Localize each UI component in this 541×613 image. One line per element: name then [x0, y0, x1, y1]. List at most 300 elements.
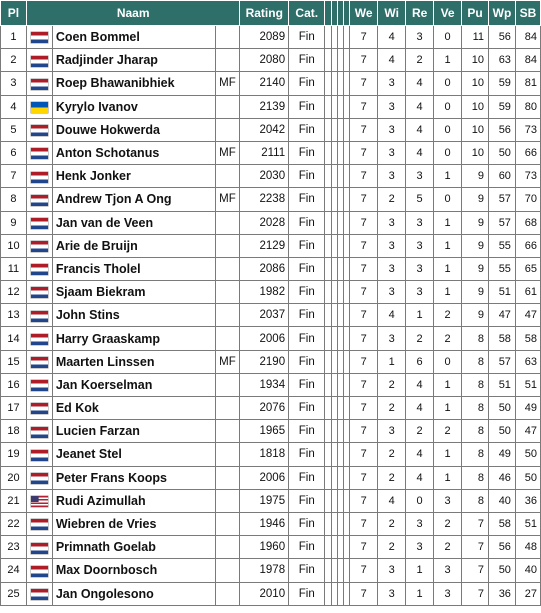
category-cell: Fin: [289, 559, 325, 582]
points-cell: 10: [462, 118, 489, 141]
flag-cell: [26, 536, 52, 559]
category-cell: Fin: [289, 304, 325, 327]
table-row[interactable]: [1, 188, 541, 211]
points-cell: 8: [462, 373, 489, 396]
player-name[interactable]: Primnath Goelab: [52, 536, 215, 559]
place-cell: 7: [1, 165, 27, 188]
wins-cell: 3: [378, 420, 406, 443]
wins-cell: 3: [378, 118, 406, 141]
rating-cell: 1960: [240, 536, 289, 559]
draws-cell: 1: [406, 582, 434, 605]
draws-cell: 4: [406, 95, 434, 118]
rating-cell: 2030: [240, 165, 289, 188]
wins-cell: 2: [378, 188, 406, 211]
draws-cell: 4: [406, 466, 434, 489]
player-name[interactable]: Rudi Azimullah: [52, 489, 215, 512]
losses-cell: 1: [434, 234, 462, 257]
flag-cell: [26, 211, 52, 234]
wins-cell: 3: [378, 559, 406, 582]
rating-cell: 2028: [240, 211, 289, 234]
losses-cell: 0: [434, 141, 462, 164]
points-cell: 7: [462, 536, 489, 559]
player-name[interactable]: Kyrylo Ivanov: [52, 95, 215, 118]
losses-cell: 0: [434, 188, 462, 211]
wp-cell: 58: [489, 512, 516, 535]
wins-cell: 3: [378, 165, 406, 188]
player-title: MF: [215, 188, 240, 211]
player-title: MF: [215, 72, 240, 95]
games-cell: 7: [350, 420, 378, 443]
header-pu[interactable]: Pu: [462, 1, 489, 26]
draws-cell: 2: [406, 327, 434, 350]
player-title: [215, 165, 240, 188]
rating-cell: 1818: [240, 443, 289, 466]
flag-cell: [26, 95, 52, 118]
flag-cell: [26, 582, 52, 605]
losses-cell: 1: [434, 466, 462, 489]
player-title: [215, 95, 240, 118]
rating-cell: 1934: [240, 373, 289, 396]
wins-cell: 3: [378, 141, 406, 164]
flag-cell: [26, 350, 52, 373]
wp-cell: 50: [489, 559, 516, 582]
losses-cell: 0: [434, 118, 462, 141]
flag-cell: [26, 26, 52, 49]
wins-cell: 2: [378, 397, 406, 420]
player-name[interactable]: Max Doornbosch: [52, 559, 215, 582]
games-cell: 7: [350, 327, 378, 350]
player-name[interactable]: Harry Graaskamp: [52, 327, 215, 350]
category-cell: Fin: [289, 257, 325, 280]
player-title: [215, 49, 240, 72]
player-title: [215, 373, 240, 396]
points-cell: 9: [462, 188, 489, 211]
sb-cell: 50: [515, 466, 540, 489]
games-cell: 7: [350, 489, 378, 512]
flag-cell: [26, 304, 52, 327]
flag-cell: [26, 49, 52, 72]
wins-cell: 2: [378, 373, 406, 396]
points-cell: 8: [462, 327, 489, 350]
table-row[interactable]: [1, 257, 541, 280]
wins-cell: 2: [378, 512, 406, 535]
draws-cell: 0: [406, 489, 434, 512]
player-name[interactable]: Jan van de Veen: [52, 211, 215, 234]
flag-nl-icon: [31, 32, 48, 43]
points-cell: 7: [462, 559, 489, 582]
rating-cell: 2080: [240, 49, 289, 72]
wins-cell: 3: [378, 281, 406, 304]
table-row[interactable]: [1, 466, 541, 489]
wp-cell: 56: [489, 26, 516, 49]
category-cell: Fin: [289, 234, 325, 257]
header-rating[interactable]: Rating: [240, 1, 289, 26]
sb-cell: 66: [515, 234, 540, 257]
table-row[interactable]: [1, 95, 541, 118]
category-cell: Fin: [289, 327, 325, 350]
points-cell: 9: [462, 234, 489, 257]
flag-cell: [26, 373, 52, 396]
points-cell: 7: [462, 512, 489, 535]
losses-cell: 3: [434, 489, 462, 512]
wins-cell: 2: [378, 466, 406, 489]
losses-cell: 2: [434, 512, 462, 535]
place-cell: 22: [1, 512, 27, 535]
category-cell: Fin: [289, 165, 325, 188]
player-title: [215, 304, 240, 327]
losses-cell: 1: [434, 373, 462, 396]
games-cell: 7: [350, 536, 378, 559]
table-row[interactable]: [1, 304, 541, 327]
losses-cell: 0: [434, 95, 462, 118]
table-row[interactable]: [1, 281, 541, 304]
losses-cell: 3: [434, 582, 462, 605]
player-title: [215, 420, 240, 443]
table-row[interactable]: [1, 536, 541, 559]
rating-cell: 1978: [240, 559, 289, 582]
player-name[interactable]: Jan Ongolesono: [52, 582, 215, 605]
place-cell: 6: [1, 141, 27, 164]
games-cell: 7: [350, 281, 378, 304]
player-name[interactable]: Anton Schotanus: [52, 141, 215, 164]
flag-nl-icon: [31, 311, 48, 322]
wp-cell: 57: [489, 211, 516, 234]
wins-cell: 4: [378, 304, 406, 327]
games-cell: 7: [350, 188, 378, 211]
draws-cell: 4: [406, 72, 434, 95]
player-title: [215, 211, 240, 234]
header-wi[interactable]: Wi: [378, 1, 406, 26]
wp-cell: 50: [489, 141, 516, 164]
header-cat[interactable]: Cat.: [289, 1, 325, 26]
player-name[interactable]: Jeanet Stel: [52, 443, 215, 466]
player-title: [215, 118, 240, 141]
place-cell: 19: [1, 443, 27, 466]
rating-cell: 1982: [240, 281, 289, 304]
flag-nl-icon: [31, 380, 48, 391]
sb-cell: 70: [515, 188, 540, 211]
header-wp[interactable]: Wp: [489, 1, 516, 26]
place-cell: 24: [1, 559, 27, 582]
points-cell: 8: [462, 397, 489, 420]
draws-cell: 3: [406, 165, 434, 188]
place-cell: 17: [1, 397, 27, 420]
flag-nl-icon: [31, 287, 48, 298]
category-cell: Fin: [289, 397, 325, 420]
wins-cell: 3: [378, 211, 406, 234]
points-cell: 11: [462, 26, 489, 49]
table-row[interactable]: [1, 512, 541, 535]
flag-cell: [26, 281, 52, 304]
flag-cell: [26, 489, 52, 512]
player-title: [215, 489, 240, 512]
place-cell: 18: [1, 420, 27, 443]
draws-cell: 2: [406, 420, 434, 443]
player-title: [215, 397, 240, 420]
table-row[interactable]: [1, 165, 541, 188]
flag-nl-icon: [31, 589, 48, 600]
player-name[interactable]: Jan Koerselman: [52, 373, 215, 396]
table-row[interactable]: [1, 327, 541, 350]
wins-cell: 4: [378, 489, 406, 512]
table-row[interactable]: [1, 234, 541, 257]
place-cell: 3: [1, 72, 27, 95]
place-cell: 16: [1, 373, 27, 396]
games-cell: 7: [350, 49, 378, 72]
draws-cell: 1: [406, 304, 434, 327]
player-title: [215, 582, 240, 605]
place-cell: 12: [1, 281, 27, 304]
games-cell: 7: [350, 397, 378, 420]
sb-cell: 51: [515, 512, 540, 535]
place-cell: 9: [1, 211, 27, 234]
flag-nl-icon: [31, 334, 48, 345]
sb-cell: 58: [515, 327, 540, 350]
player-name[interactable]: Henk Jonker: [52, 165, 215, 188]
place-cell: 21: [1, 489, 27, 512]
losses-cell: 3: [434, 559, 462, 582]
header-re[interactable]: Re: [406, 1, 434, 26]
wp-cell: 49: [489, 443, 516, 466]
draws-cell: 3: [406, 536, 434, 559]
sb-cell: 80: [515, 95, 540, 118]
table-row[interactable]: [1, 118, 541, 141]
header-sb[interactable]: SB: [515, 1, 540, 26]
table-row[interactable]: [1, 582, 541, 605]
sb-cell: 47: [515, 420, 540, 443]
rating-cell: 2076: [240, 397, 289, 420]
points-cell: 9: [462, 281, 489, 304]
flag-nl-icon: [31, 172, 48, 183]
player-name[interactable]: Lucien Farzan: [52, 420, 215, 443]
wins-cell: 3: [378, 72, 406, 95]
player-name[interactable]: Wiebren de Vries: [52, 512, 215, 535]
category-cell: Fin: [289, 26, 325, 49]
draws-cell: 4: [406, 397, 434, 420]
wp-cell: 51: [489, 373, 516, 396]
table-row[interactable]: [1, 26, 541, 49]
flag-nl-icon: [31, 264, 48, 275]
player-title: [215, 327, 240, 350]
points-cell: 10: [462, 141, 489, 164]
wins-cell: 2: [378, 536, 406, 559]
place-cell: 25: [1, 582, 27, 605]
sb-cell: 73: [515, 118, 540, 141]
flag-cell: [26, 72, 52, 95]
place-cell: 13: [1, 304, 27, 327]
sb-cell: 40: [515, 559, 540, 582]
category-cell: Fin: [289, 373, 325, 396]
player-name[interactable]: Sjaam Biekram: [52, 281, 215, 304]
wp-cell: 57: [489, 188, 516, 211]
table-row[interactable]: [1, 559, 541, 582]
points-cell: 8: [462, 443, 489, 466]
wins-cell: 3: [378, 95, 406, 118]
points-cell: 7: [462, 582, 489, 605]
category-cell: Fin: [289, 466, 325, 489]
draws-cell: 4: [406, 373, 434, 396]
place-cell: 1: [1, 26, 27, 49]
wp-cell: 55: [489, 234, 516, 257]
points-cell: 10: [462, 95, 489, 118]
flag-nl-icon: [31, 125, 48, 136]
losses-cell: 1: [434, 257, 462, 280]
player-name[interactable]: Maarten Linssen: [52, 350, 215, 373]
wp-cell: 55: [489, 257, 516, 280]
flag-nl-icon: [31, 148, 48, 159]
sb-cell: 81: [515, 72, 540, 95]
rating-cell: 2037: [240, 304, 289, 327]
draws-cell: 3: [406, 26, 434, 49]
category-cell: Fin: [289, 420, 325, 443]
draws-cell: 6: [406, 350, 434, 373]
rating-cell: 2190: [240, 350, 289, 373]
wp-cell: 59: [489, 72, 516, 95]
wp-cell: 57: [489, 350, 516, 373]
points-cell: 10: [462, 49, 489, 72]
flag-cell: [26, 188, 52, 211]
draws-cell: 2: [406, 49, 434, 72]
flag-nl-icon: [31, 357, 48, 368]
category-cell: Fin: [289, 582, 325, 605]
player-title: [215, 559, 240, 582]
flag-us-icon: [31, 496, 48, 507]
losses-cell: 0: [434, 26, 462, 49]
flag-nl-icon: [31, 473, 48, 484]
table-row[interactable]: [1, 397, 541, 420]
player-name[interactable]: Arie de Bruijn: [52, 234, 215, 257]
table-row[interactable]: [1, 373, 541, 396]
points-cell: 9: [462, 165, 489, 188]
rating-cell: 2006: [240, 466, 289, 489]
flag-cell: [26, 327, 52, 350]
player-title: [215, 257, 240, 280]
flag-nl-icon: [31, 543, 48, 554]
header-ve[interactable]: Ve: [434, 1, 462, 26]
header-naam[interactable]: Naam: [26, 1, 240, 26]
player-title: MF: [215, 141, 240, 164]
place-cell: 10: [1, 234, 27, 257]
sb-cell: 68: [515, 211, 540, 234]
flag-nl-icon: [31, 218, 48, 229]
player-title: [215, 281, 240, 304]
losses-cell: 1: [434, 165, 462, 188]
losses-cell: 2: [434, 420, 462, 443]
place-cell: 14: [1, 327, 27, 350]
place-cell: 8: [1, 188, 27, 211]
table-row[interactable]: [1, 72, 541, 95]
category-cell: Fin: [289, 49, 325, 72]
wp-cell: 50: [489, 397, 516, 420]
sb-cell: 73: [515, 165, 540, 188]
wins-cell: 3: [378, 327, 406, 350]
player-name[interactable]: Roep Bhawanibhiek: [52, 72, 215, 95]
table-row[interactable]: [1, 350, 541, 373]
games-cell: 7: [350, 466, 378, 489]
points-cell: 9: [462, 304, 489, 327]
wp-cell: 59: [489, 95, 516, 118]
place-cell: 4: [1, 95, 27, 118]
player-name[interactable]: Coen Bommel: [52, 26, 215, 49]
category-cell: Fin: [289, 118, 325, 141]
player-name[interactable]: Douwe Hokwerda: [52, 118, 215, 141]
wins-cell: 4: [378, 26, 406, 49]
header-pl[interactable]: Pl: [1, 1, 27, 26]
draws-cell: 3: [406, 257, 434, 280]
games-cell: 7: [350, 350, 378, 373]
flag-nl-icon: [31, 519, 48, 530]
category-cell: Fin: [289, 95, 325, 118]
table-row[interactable]: [1, 443, 541, 466]
table-row[interactable]: [1, 49, 541, 72]
points-cell: 10: [462, 72, 489, 95]
points-cell: 8: [462, 350, 489, 373]
wp-cell: 50: [489, 420, 516, 443]
place-cell: 5: [1, 118, 27, 141]
flag-nl-icon: [31, 79, 48, 90]
player-title: [215, 443, 240, 466]
header-we[interactable]: We: [350, 1, 378, 26]
sb-cell: 27: [515, 582, 540, 605]
losses-cell: 1: [434, 281, 462, 304]
place-cell: 11: [1, 257, 27, 280]
player-name[interactable]: Peter Frans Koops: [52, 466, 215, 489]
category-cell: Fin: [289, 188, 325, 211]
wins-cell: 3: [378, 582, 406, 605]
games-cell: 7: [350, 512, 378, 535]
player-name[interactable]: Ed Kok: [52, 397, 215, 420]
sb-cell: 84: [515, 49, 540, 72]
category-cell: Fin: [289, 350, 325, 373]
rating-cell: 1965: [240, 420, 289, 443]
flag-nl-icon: [31, 56, 48, 67]
flag-nl-icon: [31, 566, 48, 577]
flag-cell: [26, 118, 52, 141]
player-title: [215, 536, 240, 559]
player-name[interactable]: Radjinder Jharap: [52, 49, 215, 72]
losses-cell: 0: [434, 350, 462, 373]
category-cell: Fin: [289, 512, 325, 535]
player-name[interactable]: Andrew Tjon A Ong: [52, 188, 215, 211]
rating-cell: 2129: [240, 234, 289, 257]
player-name[interactable]: John Stins: [52, 304, 215, 327]
category-cell: Fin: [289, 211, 325, 234]
wp-cell: 63: [489, 49, 516, 72]
player-title: MF: [215, 350, 240, 373]
wins-cell: 1: [378, 350, 406, 373]
points-cell: 8: [462, 489, 489, 512]
games-cell: 7: [350, 304, 378, 327]
rating-cell: 2006: [240, 327, 289, 350]
player-title: [215, 512, 240, 535]
player-title: [215, 466, 240, 489]
games-cell: 7: [350, 118, 378, 141]
table-row[interactable]: [1, 141, 541, 164]
rating-cell: 2140: [240, 72, 289, 95]
draws-cell: 4: [406, 443, 434, 466]
draws-cell: 1: [406, 559, 434, 582]
draws-cell: 3: [406, 512, 434, 535]
table-row[interactable]: [1, 211, 541, 234]
table-row[interactable]: [1, 420, 541, 443]
table-row[interactable]: [1, 489, 541, 512]
sb-cell: 61: [515, 281, 540, 304]
flag-nl-icon: [31, 195, 48, 206]
player-name[interactable]: Francis Tholel: [52, 257, 215, 280]
rating-cell: 2238: [240, 188, 289, 211]
wp-cell: 60: [489, 165, 516, 188]
flag-cell: [26, 466, 52, 489]
